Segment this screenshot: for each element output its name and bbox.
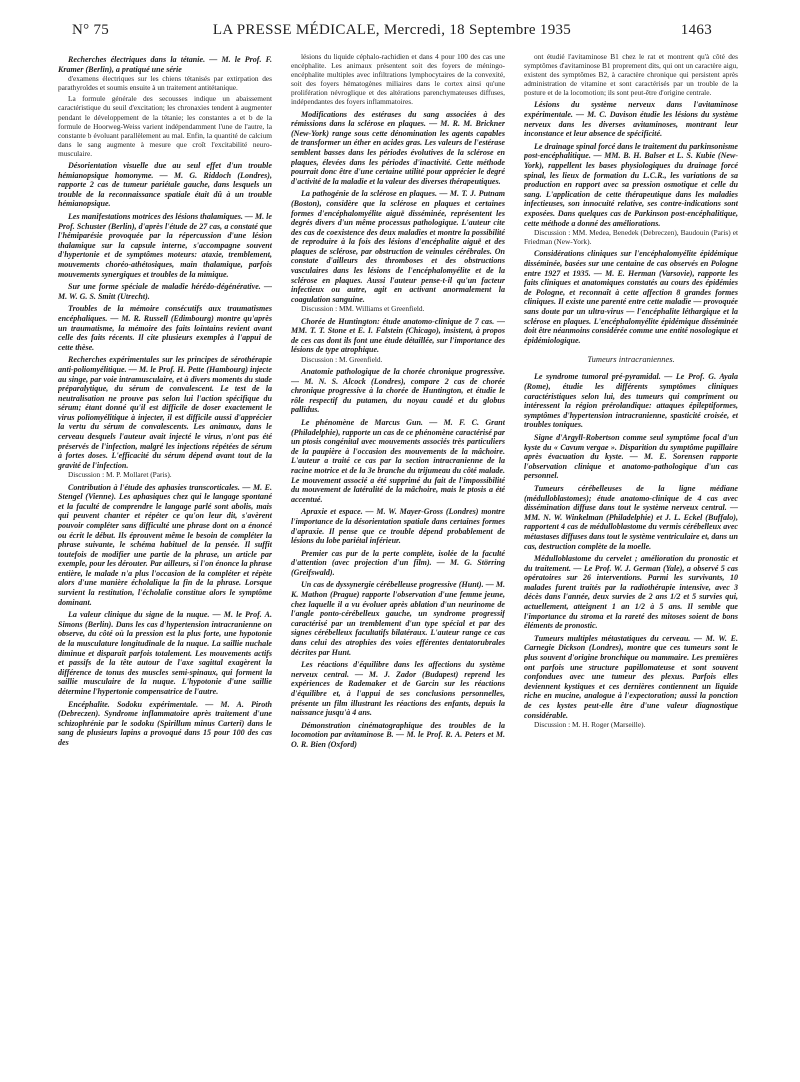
abstract-heading: Contribution à l'étude des aphasies transcorticales. — M. E. Stengel (Vienne). Les aphasiques chez qui le langage spontané et la faculté de comprendre le langage parlé sont abolis, mais qui peuvent chanter et répéter ce qu'on leur dit, s'avèrent pouvoir compléter sans difficulté une phrase dont on a énoncé ou écrit le début. Ils éprouvent même le besoin de compléter la phrase suivante, le schéma habituel de la pensée. Il suffit toutefois de modifier une partie de la phrase, un article par exemple, pour les dérouter. Par ailleurs, si l'on énonce la phrase entière, le malade n'a plus l'occasion de la compléter et répète alors d'une manière écholalique la fin de la phrase. Lorsque survient la restitution, l'écholalie constitue alors le symptôme dominant. xyxy=(58,482,272,607)
paragraph: lésions du liquide céphalo-rachidien et dans 4 pour 100 des cas une encéphalite. Les animaux présentent soit des foyers de méningo-encéphalite multiples avec infiltrations lymphocytaires de la convexité, soit des foyers hématogènes miliaires dans le cortex ainsi qu'une prolifération névroglique et des altérations parenchymateuses diffuses, indépendantes des foyers inflammatoires. xyxy=(291,52,505,107)
abstract-heading: Modifications des estérases du sang associées à des rémissions dans la sclérose en plaques. — M. R. M. Brickner (New-York) range sous cette dénomination les agents capables de transformer un éther en acides gras. Les valeurs de l'estérase semblent basses dans les périodes évolutives de la sclérose en plaques, élevées dans les périodes d'inactivité. Cette méthode pourrait donc être d'une certaine utilité pour apprécier le degré d'activité de la maladie et la valeur des diverses thérapeutiques. xyxy=(291,109,505,186)
abstract-heading: Tumeurs multiples métastatiques du cerveau. — M. W. E. Carnegie Dickson (Londres), montre que ces tumeurs sont le plus souvent d'origine bronchique ou mammaire. Les premières ont parfois une structure papillomateuse et sont souvent confondues avec une tumeur des plexus. Parfois elles deviennent kystiques et ces dernières contiennent un liquide riche en mucine, analogue à l'expectoration; aussi la ponction de ces kystes peut-elle être d'une valeur diagnostique considérable. xyxy=(524,633,738,720)
abstract-heading: Les réactions d'équilibre dans les affections du système nerveux central. — M. J. Zador (Budapest) reprend les expériences de Rademaker et de Garcin sur les réactions d'équilibre et, à l'appui de ses conclusions personnelles, présente un film illustrant les réactions des enfants, depuis la naissance jusqu'à 4 ans. xyxy=(291,660,505,718)
abstract-heading: Les manifestations motrices des lésions thalamiques. — M. le Prof. Schuster (Berlin), d'après l'étude de 27 cas, a constaté que l'hémiparésie provoquée par la répercussion d'une lésion thalamique sur la capsule interne, s'accompagne souvent d'hypertonie et de symptômes moteurs: ataxie, tremblement, mouvements choréo-athétosiques, main thalamique, parfois mouvements synergiques et troubles de la mimique. xyxy=(58,212,272,279)
abstract-heading: Premier cas pur de la perte complète, isolée de la faculté d'attention (avec projection d'un film). — M. G. Störring (Greifswald). xyxy=(291,548,505,577)
page-number: 1463 xyxy=(680,22,712,38)
journal-title: LA PRESSE MÉDICALE, Mercredi, 18 Septembre 1935 xyxy=(212,22,572,38)
abstract-heading: Chorée de Huntington: étude anatomo-clinique de 7 cas. — MM. T. T. Stone et E. I. Falstein (Chicago), insistent, à propos de ces cas dont ils font une étude détaillée, sur l'importance des lésions de type atrophique. xyxy=(291,316,505,355)
abstract-heading: Le drainage spinal forcé dans le traitement du parkinsonisme post-encéphalitique. — MM. B. H. Balser et L. S. Kubie (New-York), rappellent les bases physiologiques du drainage forcé spinal, les lieux de formation du L.C.R., les variations de sa production en rapport avec sa pression osmotique et celle du sang. L'application de cette thérapeutique dans les maladies infectieuses, son innocuité relative, ses contre-indications sont exposées. Dans quelques cas de Parkinson post-encéphalitique, cette méthode a donné des améliorations. xyxy=(524,141,738,228)
paragraph: Discussion : M. Greenfield. xyxy=(301,354,383,364)
abstract-heading: Lésions du système nerveux dans l'avitaminose expérimentale. — M. C. Davison étudie les lésions du système nerveux dans les diverses avitaminoses, montrant leur inconstance et leur absence de spécificité. xyxy=(524,100,738,139)
abstract-heading: Troubles de la mémoire consécutifs aux traumatismes encéphaliques. — M. R. Russell (Edimbourg) montre qu'après un traumatisme, la mémoire des faits lointains revient avant celle des faits récents. Il cite plusieurs exemples à l'appui de cette thèse. xyxy=(58,304,272,352)
abstract-heading: Signe d'Argyll-Robertson comme seul symptôme focal d'un kyste du « Cavum vergae ». Disparition du symptôme pupillaire après évacuation du kyste. — M. E. Sorensen rapporte l'observation clinique et anatomo-pathologique d'un cas personnel. xyxy=(524,432,738,481)
paragraph: Discussion : MM. Medea, Benedek (Debreczen), Baudouin (Paris) et Friedman (New-York). xyxy=(524,228,738,247)
paragraph: d'examens électriques sur les chiens tétanisés par extirpation des parathyroïdes et soumis ensuite à un traitement antitétanique. xyxy=(58,74,272,93)
article-body xyxy=(58,52,738,1072)
abstract-heading: Un cas de dyssynergie cérébelleuse progressive (Hunt). — M. K. Mathon (Prague) rapporte l'observation d'une femme jeune, chez laquelle il a vu évoluer après ablation d'un neurinome de l'angle ponto-cérébelleux gauche, un syndrome progressif caractérisé par un tremblement d'un type spécial et par des signes cérébelleux facultatifs bilatéraux. L'auteur range ce cas dans celui des atrophies des voies efférentes dentatorubrales décrites par Hunt. xyxy=(291,580,505,657)
paragraph: Discussion : M. P. Mollaret (Paris). xyxy=(68,470,172,480)
abstract-heading: La valeur clinique du signe de la nuque. — M. le Prof. A. Simons (Berlin). Dans les cas d'hypertension intracranienne on observe, du côté où la pression est la plus forte, une hypotonie de la musculature longitudinale de la nuque. La saillie nuchale diminue et disparaît parfois totalement. Les mouvements actifs et passifs de la tête autour de l'axe sagittal exagèrent la différence de tonus des muscles semi-spinaux, qui forment la saillie musculaire de la nuque. L'hypotonie d'une saillie détermine l'hypertonie compensatrice de l'autre. xyxy=(58,610,272,696)
page-header xyxy=(72,22,712,40)
paragraph: Discussion : MM. Williams et Greenfield. xyxy=(301,304,425,314)
abstract-heading: Recherches électriques dans la tétanie. — M. le Prof. F. Kramer (Berlin), a pratiqué une série xyxy=(58,55,272,74)
abstract-heading: Médulloblastome du cervelet ; amélioration du pronostic et du traitement. — Le Prof. W. J. German (Yale), a observé 5 cas opératoires sur 26 interventions. Parmi les survivants, 10 malades furent traités par la radiothérapie intensive, avec 3 décès dans l'année, deux survies de 2 ans 1/2 et 5 survies qui, actuellement, atteignent 1 an 1/2 à 5 ans. Il semble que l'importance du stroma et la rareté des mitoses soient de bons éléments de pronostic. xyxy=(524,554,738,631)
column-3 xyxy=(524,52,738,1072)
abstract-heading: Encéphalite. Sodoku expérimentale. — M. A. Piroth (Debreczen). Syndrome inflammatoire après traitement d'une schizophrénie par le sodoku (Spirillum minus Carteri) dans le sang de plusieurs lapins a provoqué dans 15 pour 100 des cas des xyxy=(58,699,272,747)
abstract-heading: La pathogénie de la sclérose en plaques. — M. T. J. Putnam (Boston), considère que la sclérose en plaques et certaines formes d'encéphalomyélite aiguë disséminée, représentent les degrés divers d'un même processus pathologique. L'auteur cite des cas de coexistence des deux maladies et montre la possibilité de reproduire à la fois des lésions d'encéphalite aiguë et des plaques de sclérose, par obstruction de veinules cérébrales. On constate d'ailleurs des thromboses et des obstructions vasculaires dans les lésions de l'encéphalomyélite et de la sclérose en plaques. Aussi l'auteur pense-t-il qu'un facteur infectieux ou autre, agit en activant anormalement la coagulation sanguine. xyxy=(291,189,505,304)
abstract-heading: Désorientation visuelle due au seul effet d'un trouble hémianopsique homonyme. — M. G. Riddoch (Londres), rapporte 2 cas de tumeur pariétale gauche, dans lesquels un trouble de la reconnaissance spatiale était dû à un trouble hémianopsique. xyxy=(58,161,272,209)
section-title: Tumeurs intracraniennes. xyxy=(587,354,675,365)
paragraph: La formule générale des secousses indique un abaissement caractéristique du seuil d'excitation; les chronaxies tendent à augmenter pendant le développement de la tétanie; les constantes a et b de la formule de Hoorweg-Weiss varient indépendamment l'une de l'autre, la constante b évoluant parallèlement au mal. Enfin, la quantité de calcium dans le sang augmente à mesure que croît l'excitabilité neuro-musculaire. xyxy=(58,94,272,158)
abstract-heading: Anatomie pathologique de la chorée chronique progressive. — M. N. S. Alcock (Londres), compare 2 cas de chorée chronique progressive à la chorée de Huntington, et étudie le rôle respectif du putamen, du noyau caudé et du globus pallidus. xyxy=(291,367,505,415)
abstract-heading: Tumeurs cérébelleuses de la ligne médiane (médulloblastomes); étude anatomo-clinique de 4 cas avec dissémination diffuse dans tout le système nerveux central. — MM. N. W. Winkelman (Philadelphie) et J. L. Eckel (Buffalo), rapportent 4 cas de médulloblastome du vermis cérébelleux avec métastases diffuses dans tout le système ventriculaire et, dans un cas, destruction complète de la moelle. xyxy=(524,483,738,551)
abstract-heading: Considérations cliniques sur l'encéphalomyélite épidémique disséminée, basées sur une centaine de cas observés en Pologne entre 1927 et 1935. — M. E. Herman (Varsovie), rapporte les faits cliniques et anatomiques constatés au cours des épidémies de Pologne, et reconnaît à cette affection 8 grandes formes cliniques. Il existe une parenté entre cette maladie — provoquée sans doute par un ultra-virus — l'encéphalite léthargique et la sclérose en plaques. L'encéphalomyélite épidémique disséminée doit être néanmoins considérée comme une entité nosologique et épidémiologique. xyxy=(524,249,738,345)
abstract-heading: Démonstration cinématographique des troubles de la locomotion par avitaminose B. — M. le Prof. R. A. Peters et M. O. R. Bien (Oxford) xyxy=(291,720,505,749)
abstract-heading: Recherches expérimentales sur les principes de sérothérapie anti-poliomyélitique. — M. le Prof. H. Pette (Hambourg) injecte au singe, par voie intramusculaire, et à divers moments du stade préparalytique, du sérum de convalescent. Le test de la neutralisation ne prouve pas selon lui l'action spécifique du sérum; étant donné qu'il est difficile de doser exactement le virus poliomyélitique à injecter, il est difficile aussi d'apprécier la vertu du sérum de convalescents. Les animaux, dans le cerveau desquels l'auteur avait injecté le virus, n'ont pas été préservés de l'infection, malgré les injections répétées de sérum à fortes doses. L'efficacité du sérum dépend avant tout de la gravité de l'infection. xyxy=(58,355,272,470)
abstract-heading: Sur une forme spéciale de maladie hérédo-dégénérative. — M. W. G. S. Smitt (Utrecht). xyxy=(58,282,272,301)
paragraph: Discussion : M. H. Roger (Marseille). xyxy=(534,720,646,730)
issue-number: N° 75 xyxy=(72,22,110,38)
paragraph: ont étudié l'avitaminose B1 chez le rat et montrent qu'à côté des symptômes d'avitaminose B1 proprement dits, qui ont un caractère aigu, existent des symptômes B2, à caractère chronique qui persistent après administration de vitamine et sont caractérisés par un trouble de la posture et de la locomotion; ils sont peut-être d'origine centrale. xyxy=(524,52,738,98)
abstract-heading: Apraxie et espace. — M. W. Mayer-Gross (Londres) montre l'importance de la désorientation spatiale dans certaines formes d'apraxie. Il pense que ce trouble dépend probablement de lésions du lobe pariétal inférieur. xyxy=(291,507,505,546)
abstract-heading: Le syndrome tumoral pré-pyramidal. — Le Prof. G. Ayala (Rome), étudie les différents symptômes cliniques caractéristiques selon lui, des tumeurs qui compriment ou intéressent la région prérolandique: attaques épileptiformes, symptômes d'hypertension intracranienne, spasticité croisée, et troubles toniques. xyxy=(524,372,738,430)
abstract-heading: Le phénomène de Marcus Gun. — M. F. C. Grant (Philadelphie), rapporte un cas de ce phénomène caractérisé par un ptosis congénital avec mouvements associés très particuliers de la paupière à l'occasion des mouvements de la mâchoire. L'auteur a traité ce cas par la section intracranienne de la racine motrice et de la 3e branche du trijumeau du côté malade. Le mouvement associé a été supprimé du fait de l'impossibilité du mouvement de latéralité de la mâchoire, mais le ptosis a été accentué. xyxy=(291,417,505,504)
column-2 xyxy=(291,52,505,1072)
column-1 xyxy=(58,52,272,1072)
